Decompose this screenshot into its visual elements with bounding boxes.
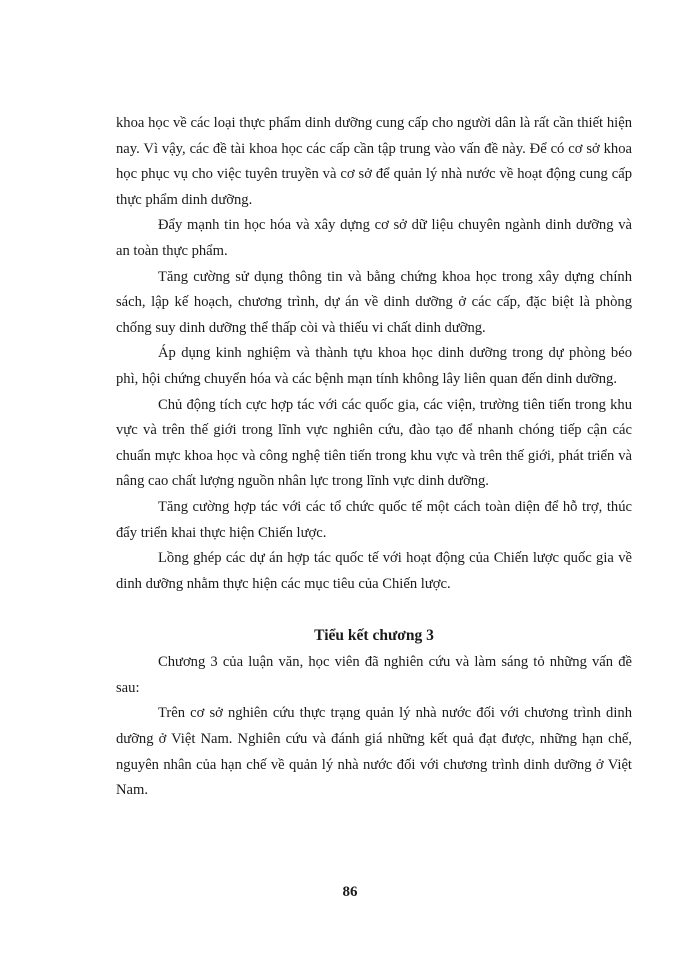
document-body — [116, 111, 632, 804]
paragraph-chapter-summary: Chương 3 của luận văn, học viên đã nghiên cứu và làm sáng tỏ những vấn đề sau: — [116, 654, 632, 696]
paragraph-continuation: khoa học về các loại thực phẩm dinh dưỡng cung cấp cho người dân là rất cần thiết hiện nay. Vì vậy, các đề tài khoa học các cấp cần tập trung vào vấn đề này. Để có cơ sở khoa học phục vụ cho việc tuyên truyền và cơ sở để quản lý nhà nước về hoạt động cung cấp thực phẩm dinh dưỡng. — [116, 115, 632, 208]
paragraph-research-basis: Trên cơ sở nghiên cứu thực trạng quản lý nhà nước đối với chương trình dinh dưỡng ở Việt Nam. Nghiên cứu và đánh giá những kết quả đạt được, những hạn chế, nguyên nhân của hạn chế về quản lý nhà nước đối với chương trình dinh dưỡng ở Việt Nam. — [116, 705, 632, 799]
paragraph-integration: Lồng ghép các dự án hợp tác quốc tế với hoạt động của Chiến lược quốc gia về dinh dưỡng nhằm thực hiện các mục tiêu của Chiến lược. — [116, 550, 632, 592]
page-number: 86 — [342, 884, 358, 900]
paragraph-evidence: Tăng cường sử dụng thông tin và bằng chứng khoa học trong xây dựng chính sách, lập kế hoạch, chương trình, dự án về dinh dưỡng ở các cấp, đặc biệt là phòng chống suy dinh dưỡng thể thấp còi và thiếu vi chất dinh dưỡng. — [116, 268, 632, 336]
section-heading: Tiểu kết chương 3 — [314, 627, 434, 645]
paragraph-database: Đẩy mạnh tin học hóa và xây dựng cơ sở dữ liệu chuyên ngành dinh dưỡng và an toàn thực phẩm. — [116, 217, 632, 259]
paragraph-obesity: Áp dụng kinh nghiệm và thành tựu khoa học dinh dưỡng trong dự phòng béo phì, hội chứng chuyển hóa và các bệnh mạn tính không lây liên quan đến dinh dưỡng. — [116, 345, 632, 387]
paragraph-international: Tăng cường hợp tác với các tổ chức quốc tế một cách toàn diện để hỗ trợ, thúc đẩy triển khai thực hiện Chiến lược. — [116, 498, 632, 541]
paragraph-cooperation: Chủ động tích cực hợp tác với các quốc gia, các viện, trường tiên tiến trong khu vực và trên thế giới trong lĩnh vực nghiên cứu, đào tạo để nhanh chóng tiếp cận các chuẩn mực khoa học và công nghệ tiên tiến trong khu vực và trên thế giới, phát triển và nâng cao chất lượng nguồn nhân lực trong lĩnh vực dinh dưỡng. — [116, 396, 632, 490]
